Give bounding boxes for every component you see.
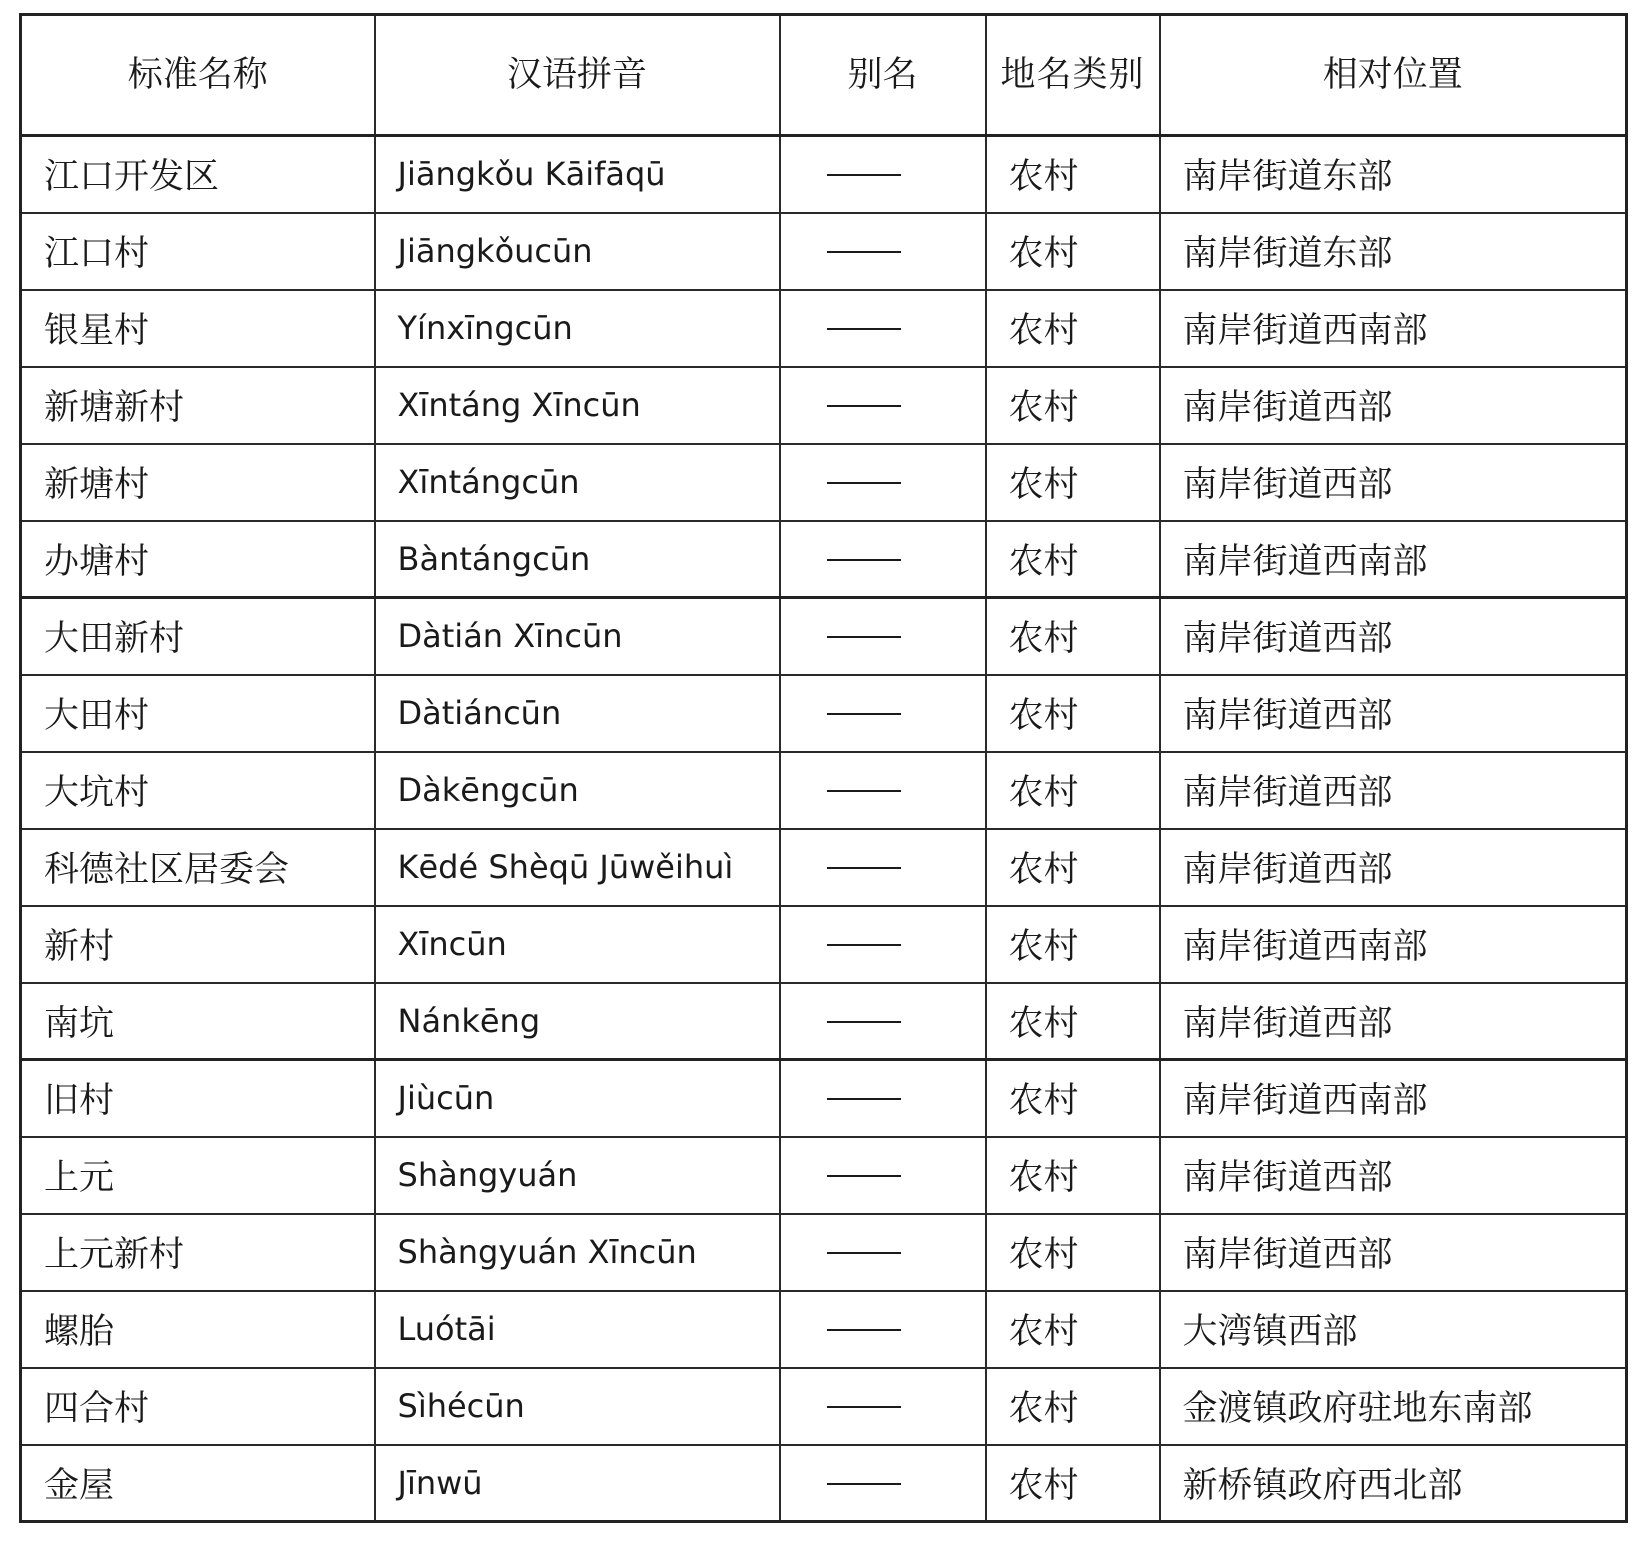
cell-category: 农村 (986, 444, 1160, 521)
cell-position: 大湾镇西部 (1160, 1291, 1627, 1368)
cell-alias (780, 290, 986, 367)
cell-position: 南岸街道西部 (1160, 1214, 1627, 1291)
cell-pinyin: Kēdé Shèqū Jūwěihuì (375, 829, 780, 906)
cell-standard-name: 金屋 (21, 1445, 375, 1522)
cell-standard-name: 南坑 (21, 983, 375, 1060)
cell-alias (780, 213, 986, 290)
table-row (21, 829, 1627, 906)
alias-dash (827, 1483, 901, 1485)
cell-position: 南岸街道西部 (1160, 752, 1627, 829)
cell-standard-name: 江口开发区 (21, 136, 375, 213)
cell-position: 南岸街道西部 (1160, 829, 1627, 906)
alias-dash (827, 636, 901, 638)
table-row (21, 675, 1627, 752)
header-row (21, 15, 1627, 136)
cell-pinyin: Yínxīngcūn (375, 290, 780, 367)
cell-category: 农村 (986, 598, 1160, 675)
cell-position: 南岸街道西南部 (1160, 290, 1627, 367)
alias-dash (827, 1098, 901, 1100)
cell-standard-name: 新村 (21, 906, 375, 983)
cell-standard-name: 大田村 (21, 675, 375, 752)
alias-dash (827, 1406, 901, 1408)
cell-category: 农村 (986, 829, 1160, 906)
cell-pinyin: Sìhécūn (375, 1368, 780, 1445)
cell-position: 南岸街道东部 (1160, 136, 1627, 213)
alias-dash (827, 1252, 901, 1254)
cell-alias (780, 1368, 986, 1445)
table-row (21, 598, 1627, 675)
cell-pinyin: Nánkēng (375, 983, 780, 1060)
table-row (21, 136, 1627, 213)
header-standard-name: 标准名称 (21, 15, 375, 136)
cell-category: 农村 (986, 290, 1160, 367)
alias-dash (827, 944, 901, 946)
cell-pinyin: Luótāi (375, 1291, 780, 1368)
cell-position: 南岸街道西南部 (1160, 906, 1627, 983)
cell-pinyin: Dàtián Xīncūn (375, 598, 780, 675)
cell-standard-name: 办塘村 (21, 521, 375, 598)
cell-category: 农村 (986, 675, 1160, 752)
cell-alias (780, 521, 986, 598)
table-row (21, 290, 1627, 367)
table-row (21, 983, 1627, 1060)
cell-category: 农村 (986, 136, 1160, 213)
cell-alias (780, 1445, 986, 1522)
cell-category: 农村 (986, 906, 1160, 983)
cell-category: 农村 (986, 983, 1160, 1060)
cell-standard-name: 螺胎 (21, 1291, 375, 1368)
alias-dash (827, 1329, 901, 1331)
table-row (21, 1214, 1627, 1291)
cell-category: 农村 (986, 1368, 1160, 1445)
header-alias: 别名 (780, 15, 986, 136)
table-row (21, 752, 1627, 829)
cell-pinyin: Dàtiáncūn (375, 675, 780, 752)
cell-position: 南岸街道西部 (1160, 983, 1627, 1060)
cell-standard-name: 四合村 (21, 1368, 375, 1445)
cell-category: 农村 (986, 367, 1160, 444)
cell-category: 农村 (986, 213, 1160, 290)
cell-pinyin: Bàntángcūn (375, 521, 780, 598)
alias-dash (827, 713, 901, 715)
cell-alias (780, 1291, 986, 1368)
cell-pinyin: Dàkēngcūn (375, 752, 780, 829)
cell-alias (780, 1137, 986, 1214)
cell-pinyin: Jiùcūn (375, 1060, 780, 1137)
cell-alias (780, 598, 986, 675)
cell-category: 农村 (986, 1060, 1160, 1137)
place-name-table (19, 13, 1628, 1523)
alias-dash (827, 559, 901, 561)
alias-dash (827, 174, 901, 176)
cell-position: 南岸街道西部 (1160, 675, 1627, 752)
cell-position: 金渡镇政府驻地东南部 (1160, 1368, 1627, 1445)
cell-alias (780, 1214, 986, 1291)
table-row (21, 521, 1627, 598)
cell-category: 农村 (986, 1214, 1160, 1291)
cell-alias (780, 752, 986, 829)
cell-pinyin: Jiāngkǒucūn (375, 213, 780, 290)
alias-dash (827, 405, 901, 407)
table-row (21, 1291, 1627, 1368)
alias-dash (827, 482, 901, 484)
cell-standard-name: 大坑村 (21, 752, 375, 829)
cell-position: 南岸街道东部 (1160, 213, 1627, 290)
cell-position: 南岸街道西部 (1160, 598, 1627, 675)
alias-dash (827, 251, 901, 253)
cell-alias (780, 367, 986, 444)
header-pinyin: 汉语拼音 (375, 15, 780, 136)
table-row (21, 213, 1627, 290)
cell-pinyin: Shàngyuán (375, 1137, 780, 1214)
cell-standard-name: 科德社区居委会 (21, 829, 375, 906)
alias-dash (827, 790, 901, 792)
cell-pinyin: Xīntángcūn (375, 444, 780, 521)
cell-category: 农村 (986, 752, 1160, 829)
header-category: 地名类别 (986, 15, 1160, 136)
cell-pinyin: Shàngyuán Xīncūn (375, 1214, 780, 1291)
alias-dash (827, 1175, 901, 1177)
alias-dash (827, 328, 901, 330)
cell-position: 新桥镇政府西北部 (1160, 1445, 1627, 1522)
cell-alias (780, 675, 986, 752)
table-header (21, 15, 1627, 136)
cell-position: 南岸街道西部 (1160, 444, 1627, 521)
alias-dash (827, 867, 901, 869)
table-row (21, 444, 1627, 521)
alias-dash (827, 1021, 901, 1023)
cell-standard-name: 江口村 (21, 213, 375, 290)
cell-position: 南岸街道西部 (1160, 1137, 1627, 1214)
cell-pinyin: Xīntáng Xīncūn (375, 367, 780, 444)
cell-standard-name: 新塘村 (21, 444, 375, 521)
table-body (21, 136, 1627, 1522)
cell-standard-name: 大田新村 (21, 598, 375, 675)
cell-alias (780, 983, 986, 1060)
cell-alias (780, 1060, 986, 1137)
table-row (21, 1060, 1627, 1137)
table-row (21, 1445, 1627, 1522)
table-row (21, 367, 1627, 444)
header-position: 相对位置 (1160, 15, 1627, 136)
cell-category: 农村 (986, 1445, 1160, 1522)
cell-category: 农村 (986, 1137, 1160, 1214)
cell-pinyin: Xīncūn (375, 906, 780, 983)
cell-position: 南岸街道西南部 (1160, 1060, 1627, 1137)
cell-standard-name: 旧村 (21, 1060, 375, 1137)
cell-pinyin: Jiāngkǒu Kāifāqū (375, 136, 780, 213)
cell-position: 南岸街道西南部 (1160, 521, 1627, 598)
cell-position: 南岸街道西部 (1160, 367, 1627, 444)
cell-standard-name: 银星村 (21, 290, 375, 367)
cell-alias (780, 906, 986, 983)
cell-standard-name: 上元 (21, 1137, 375, 1214)
cell-category: 农村 (986, 1291, 1160, 1368)
cell-standard-name: 上元新村 (21, 1214, 375, 1291)
cell-standard-name: 新塘新村 (21, 367, 375, 444)
table-row (21, 1368, 1627, 1445)
cell-alias (780, 829, 986, 906)
cell-pinyin: Jīnwū (375, 1445, 780, 1522)
table-row (21, 906, 1627, 983)
table-row (21, 1137, 1627, 1214)
cell-category: 农村 (986, 521, 1160, 598)
cell-alias (780, 444, 986, 521)
cell-alias (780, 136, 986, 213)
